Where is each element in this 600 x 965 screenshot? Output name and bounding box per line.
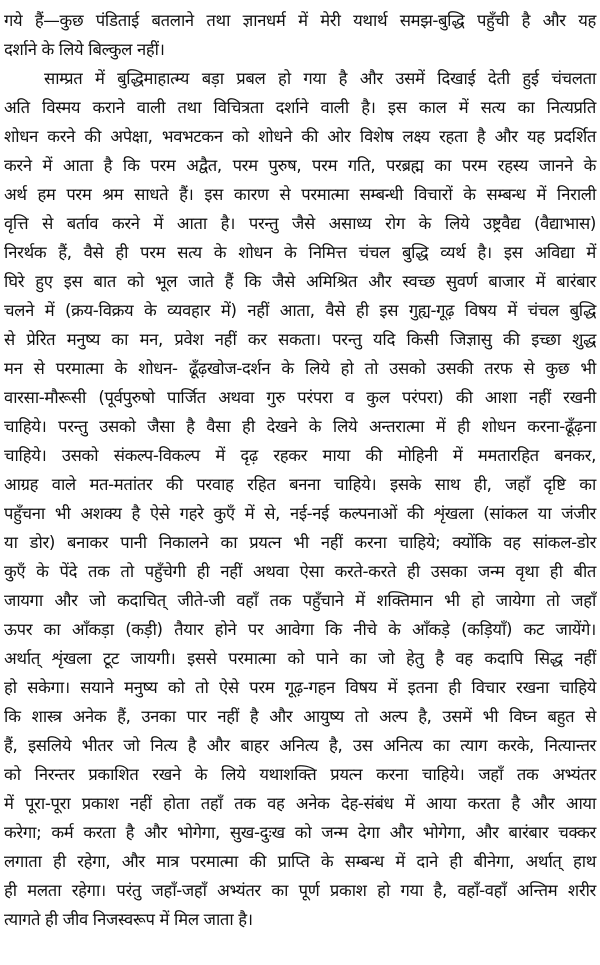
- text-line: हैं, इसलिये भीतर जो नित्य है और बाहर अनित्य है, उस अनित्य का त्याग करके, नित्यान्तर: [4, 736, 596, 755]
- text-line: से प्रेरित मनुष्य का मन, प्रवेश नहीं कर सकता। परन्तु यदि किसी जिज्ञासु की इच्छा शुद्ध: [4, 330, 596, 349]
- text-line: मन से परमात्मा के शोधन- ढूँढ़खोज-दर्शन के लिये हो तो उसको उसकी तरफ से कुछ भी: [4, 359, 596, 378]
- text-line: वृत्ति से बर्ताव करने में आता है। परन्तु जैसे असाध्य रोग के लिये उष्ट्रवैद्य (वैद्याभास): [4, 214, 596, 233]
- text-line: में पूरा-पूरा प्रकाश नहीं होता तहाँ तक वह अनेक देह-संबंध में आया करता है और आया: [4, 794, 596, 813]
- text-line: गये हैं—कुछ पंडिताई बतलाने तथा ज्ञानधर्म में मेरी यथार्थ समझ-बुद्धि पहुँची है और यह: [4, 11, 596, 30]
- text-line: घिरे हुए इस बात को भूल जाते हैं कि जैसे अमिश्रित और स्वच्छ सुवर्ण बाजार में बारंबार: [4, 272, 596, 291]
- text-line: साम्प्रत में बुद्धिमाहात्म्य बड़ा प्रबल हो गया है और उसमें दिखाई देती हुई चंचलता: [44, 69, 596, 88]
- paragraph-continuation: [4, 6, 596, 64]
- text-line: निरर्थक हैं, वैसे ही परम सत्य के शोधन के निमित्त चंचल बुद्धि व्यर्थ है। इस अविद्या में: [4, 243, 596, 262]
- text-line: ऊपर का आँकड़ा (कड़ी) तैयार होने पर आवेगा कि नीचे के आँकड़े (कड़ियाँ) कट जायेंगे।: [4, 620, 596, 639]
- text-line: शोधन करने की अपेक्षा, भवभटकन को शोधने की ओर विशेष लक्ष्य रहता है और यह प्रदर्शित: [4, 127, 596, 146]
- text-line: लगाता ही रहेगा, और मात्र परमात्मा की प्राप्ति के सम्बन्ध में दाने ही बीनेगा, अर्थात् हाथ: [4, 852, 596, 871]
- text-line: चलने में (क्रय-विक्रय के व्यवहार में) नहीं आता, वैसे ही इस गुह्य-गूढ़ विषय में चंचल बुद्धि: [4, 301, 596, 320]
- paragraph-main: [4, 64, 596, 934]
- text-line: वारसा-मौरूसी (पूर्वपुरुषो पार्जित अथवा गुरु परंपरा व कुल परंपरा) की आशा नहीं रखनी: [4, 388, 596, 407]
- text-line: अर्थात् शृंखला टूट जायगी। इससे परमात्मा को पाने का जो हेतु है वह कदापि सिद्ध नहीं: [4, 649, 596, 668]
- text-line: या डोर) बनाकर पानी निकालने का प्रयत्न भी नहीं करना चाहिये; क्योंकि वह सांकल-डोर: [4, 533, 596, 552]
- text-line: अति विस्मय कराने वाली तथा विचित्रता दर्शाने वाली है। इस काल में सत्य का नित्यप्रति: [4, 98, 596, 117]
- text-line: आग्रह वाले मत-मतांतर की परवाह रहित बनना चाहिये। इसके साथ ही, जहाँ दृष्टि का: [4, 475, 596, 494]
- text-line: दर्शाने के लिये बिल्कुल नहीं।: [4, 40, 165, 59]
- text-line: अर्थ हम परम श्रम साधते हैं। इस कारण से परमात्मा सम्बन्धी विचारों के सम्बन्ध में निराली: [4, 185, 596, 204]
- text-line: करेगा; कर्म करता है और भोगेगा, सुख-दुःख को जन्म देगा और भोगेगा, और बारंबार चक्कर: [4, 823, 596, 842]
- document-page: [4, 0, 596, 965]
- text-line: कुएँ के पेंदे तक तो पहुँचेगी ही नहीं अथवा ऐसा करते-करते ही उसका जन्म वृथा ही बीत: [4, 562, 596, 581]
- text-line: जायगा और जो कदाचित् जीते-जी वहाँ तक पहुँचाने में शक्तिमान भी हो जायेगा तो जहाँ: [4, 591, 596, 610]
- text-line: को निरन्तर प्रकाशित रखने के लिये यथाशक्ति प्रयत्न करना चाहिये। जहाँ तक अभ्यंतर: [4, 765, 596, 784]
- text-line: करने में आता है कि परम अद्वैत, परम पुरुष, परम गति, परब्रह्म का परम रहस्य जानने के: [4, 156, 596, 175]
- text-line: चाहिये। परन्तु उसको जैसा है वैसा ही देखने के लिये अन्तरात्मा में ही शोधन करना-ढूँढ़ना: [4, 417, 596, 436]
- text-line: त्यागते ही जीव निजस्वरूप में मिल जाता है।: [4, 910, 253, 929]
- text-line: पहुँचना भी अशक्य है ऐसे गहरे कुएँ में से, नई-नई कल्पनाओं की शृंखला (सांकल या जंजीर: [4, 504, 596, 523]
- text-line: कि शास्त्र अनेक हैं, उनका पार नहीं है और आयुष्य तो अल्प है, उसमें भी विघ्न बहुत से: [4, 707, 596, 726]
- text-line: ही मलता रहेगा। परंतु जहाँ-जहाँ अभ्यंतर का पूर्ण प्रकाश हो गया है, वहाँ-वहाँ अन्तिम शरीर: [4, 881, 596, 900]
- text-line: चाहिये। उसको संकल्प-विकल्प में दृढ़ रहकर माया की मोहिनी में ममतारहित बनकर,: [4, 446, 596, 465]
- text-line: हो सकेगा। सयाने मनुष्य को तो ऐसे परम गूढ़-गहन विषय में इतना ही विचार रखना चाहिये: [4, 678, 596, 697]
